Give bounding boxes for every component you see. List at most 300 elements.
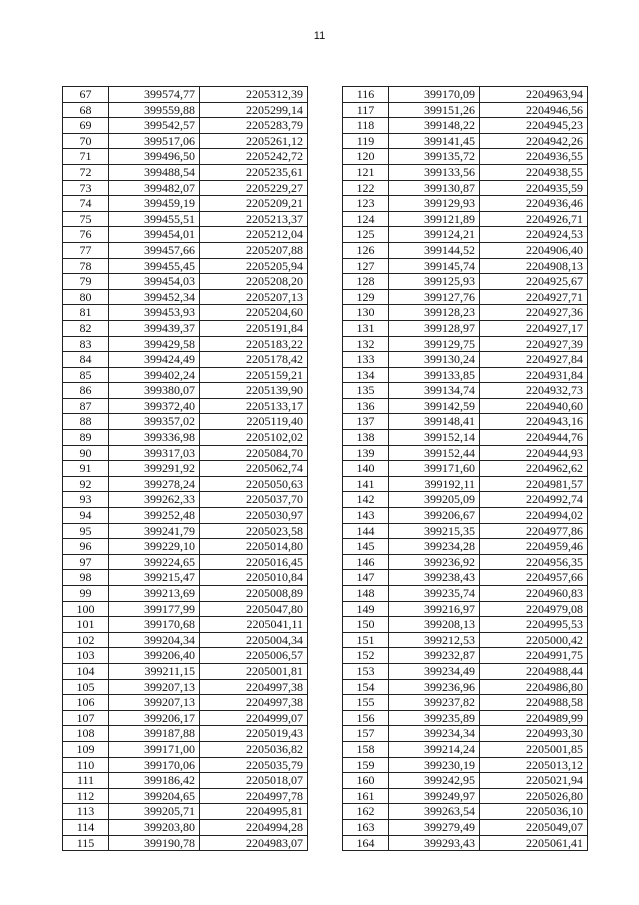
table-row (343, 523, 588, 539)
x-coordinate-cell: 399215,35 (389, 523, 480, 539)
y-coordinate-cell: 2204991,75 (480, 648, 588, 664)
x-coordinate-cell: 399206,40 (109, 648, 200, 664)
y-coordinate-cell: 2205036,10 (480, 804, 588, 820)
table-row (343, 258, 588, 274)
point-number-cell: 116 (343, 87, 389, 103)
point-number-cell: 124 (343, 211, 389, 227)
table-row (343, 164, 588, 180)
x-coordinate-cell: 399336,98 (109, 430, 200, 446)
x-coordinate-cell: 399232,87 (389, 648, 480, 664)
x-coordinate-cell: 399152,14 (389, 430, 480, 446)
point-number-cell: 117 (343, 102, 389, 118)
point-number-cell: 133 (343, 352, 389, 368)
coordinates-table-right (342, 86, 588, 851)
x-coordinate-cell: 399142,59 (389, 398, 480, 414)
x-coordinate-cell: 399206,17 (109, 710, 200, 726)
table-row (343, 539, 588, 555)
x-coordinate-cell: 399224,65 (109, 554, 200, 570)
x-coordinate-cell: 399133,56 (389, 164, 480, 180)
point-number-cell: 119 (343, 133, 389, 149)
table-row (343, 835, 588, 851)
y-coordinate-cell: 2204932,73 (480, 383, 588, 399)
table-row (343, 102, 588, 118)
table-row (343, 367, 588, 383)
table-row (63, 476, 308, 492)
y-coordinate-cell: 2205035,79 (200, 757, 308, 773)
point-number-cell: 73 (63, 180, 109, 196)
point-number-cell: 136 (343, 398, 389, 414)
y-coordinate-cell: 2204906,40 (480, 242, 588, 258)
table-row (63, 679, 308, 695)
y-coordinate-cell: 2205023,58 (200, 523, 308, 539)
page-number: 11 (313, 30, 326, 42)
point-number-cell: 120 (343, 149, 389, 165)
y-coordinate-cell: 2204927,17 (480, 320, 588, 336)
y-coordinate-cell: 2204927,84 (480, 352, 588, 368)
x-coordinate-cell: 399262,33 (109, 492, 200, 508)
point-number-cell: 113 (63, 804, 109, 820)
x-coordinate-cell: 399278,24 (109, 476, 200, 492)
point-number-cell: 161 (343, 788, 389, 804)
point-number-cell: 138 (343, 430, 389, 446)
point-number-cell: 70 (63, 133, 109, 149)
x-coordinate-cell: 399452,34 (109, 289, 200, 305)
y-coordinate-cell: 2204942,26 (480, 133, 588, 149)
point-number-cell: 151 (343, 632, 389, 648)
table-row (63, 242, 308, 258)
x-coordinate-cell: 399291,92 (109, 461, 200, 477)
y-coordinate-cell: 2205213,37 (200, 211, 308, 227)
point-number-cell: 71 (63, 149, 109, 165)
x-coordinate-cell: 399229,10 (109, 539, 200, 555)
x-coordinate-cell: 399517,06 (109, 133, 200, 149)
point-number-cell: 76 (63, 227, 109, 243)
x-coordinate-cell: 399145,74 (389, 258, 480, 274)
table-row (63, 367, 308, 383)
table-row (63, 180, 308, 196)
point-number-cell: 97 (63, 554, 109, 570)
x-coordinate-cell: 399238,43 (389, 570, 480, 586)
y-coordinate-cell: 2205049,07 (480, 819, 588, 835)
x-coordinate-cell: 399129,75 (389, 336, 480, 352)
table-row (63, 258, 308, 274)
table-row (63, 398, 308, 414)
x-coordinate-cell: 399263,54 (389, 804, 480, 820)
y-coordinate-cell: 2204963,94 (480, 87, 588, 103)
y-coordinate-cell: 2205084,70 (200, 445, 308, 461)
table-row (63, 336, 308, 352)
y-coordinate-cell: 2205204,60 (200, 305, 308, 321)
point-number-cell: 137 (343, 414, 389, 430)
y-coordinate-cell: 2205041,11 (200, 617, 308, 633)
y-coordinate-cell: 2204988,58 (480, 695, 588, 711)
table-row (343, 274, 588, 290)
table-row (343, 87, 588, 103)
y-coordinate-cell: 2205207,88 (200, 242, 308, 258)
y-coordinate-cell: 2205008,89 (200, 586, 308, 602)
y-coordinate-cell: 2205261,12 (200, 133, 308, 149)
table-row (63, 430, 308, 446)
y-coordinate-cell: 2205001,85 (480, 741, 588, 757)
table-row (343, 648, 588, 664)
y-coordinate-cell: 2205018,07 (200, 773, 308, 789)
x-coordinate-cell: 399148,41 (389, 414, 480, 430)
point-number-cell: 128 (343, 274, 389, 290)
table-row (63, 164, 308, 180)
point-number-cell: 93 (63, 492, 109, 508)
x-coordinate-cell: 399148,22 (389, 118, 480, 134)
table-row (63, 523, 308, 539)
table-row (343, 773, 588, 789)
table-row (63, 352, 308, 368)
table-row (63, 211, 308, 227)
table-row (63, 804, 308, 820)
point-number-cell: 102 (63, 632, 109, 648)
point-number-cell: 118 (343, 118, 389, 134)
table-row (63, 274, 308, 290)
x-coordinate-cell: 399190,78 (109, 835, 200, 851)
point-number-cell: 122 (343, 180, 389, 196)
point-number-cell: 86 (63, 383, 109, 399)
y-coordinate-cell: 2205242,72 (200, 149, 308, 165)
point-number-cell: 75 (63, 211, 109, 227)
x-coordinate-cell: 399249,97 (389, 788, 480, 804)
x-coordinate-cell: 399215,47 (109, 570, 200, 586)
table-row (343, 211, 588, 227)
y-coordinate-cell: 2204956,35 (480, 554, 588, 570)
table-row (343, 336, 588, 352)
point-number-cell: 99 (63, 586, 109, 602)
x-coordinate-cell: 399144,52 (389, 242, 480, 258)
point-number-cell: 85 (63, 367, 109, 383)
x-coordinate-cell: 399204,34 (109, 632, 200, 648)
table-row (63, 710, 308, 726)
x-coordinate-cell: 399205,09 (389, 492, 480, 508)
table-row (63, 320, 308, 336)
point-number-cell: 88 (63, 414, 109, 430)
x-coordinate-cell: 399205,71 (109, 804, 200, 820)
point-number-cell: 79 (63, 274, 109, 290)
table-row (343, 570, 588, 586)
x-coordinate-cell: 399212,53 (389, 632, 480, 648)
x-coordinate-cell: 399241,79 (109, 523, 200, 539)
y-coordinate-cell: 2204945,23 (480, 118, 588, 134)
table-row (343, 508, 588, 524)
table-row (63, 196, 308, 212)
y-coordinate-cell: 2204979,08 (480, 601, 588, 617)
y-coordinate-cell: 2205178,42 (200, 352, 308, 368)
x-coordinate-cell: 399279,49 (389, 819, 480, 835)
y-coordinate-cell: 2204908,13 (480, 258, 588, 274)
y-coordinate-cell: 2204983,07 (200, 835, 308, 851)
point-number-cell: 101 (63, 617, 109, 633)
x-coordinate-cell: 399542,57 (109, 118, 200, 134)
y-coordinate-cell: 2204994,28 (200, 819, 308, 835)
x-coordinate-cell: 399236,96 (389, 679, 480, 695)
x-coordinate-cell: 399170,06 (109, 757, 200, 773)
point-number-cell: 87 (63, 398, 109, 414)
table-row (343, 133, 588, 149)
table-row (343, 492, 588, 508)
x-coordinate-cell: 399135,72 (389, 149, 480, 165)
table-row (343, 663, 588, 679)
point-number-cell: 148 (343, 586, 389, 602)
y-coordinate-cell: 2204997,38 (200, 695, 308, 711)
point-number-cell: 81 (63, 305, 109, 321)
x-coordinate-cell: 399203,80 (109, 819, 200, 835)
y-coordinate-cell: 2204943,16 (480, 414, 588, 430)
table-row (343, 242, 588, 258)
table-row (343, 320, 588, 336)
point-number-cell: 92 (63, 476, 109, 492)
x-coordinate-cell: 399242,95 (389, 773, 480, 789)
point-number-cell: 68 (63, 102, 109, 118)
x-coordinate-cell: 399293,43 (389, 835, 480, 851)
y-coordinate-cell: 2204960,83 (480, 586, 588, 602)
y-coordinate-cell: 2205047,80 (200, 601, 308, 617)
point-number-cell: 89 (63, 430, 109, 446)
point-number-cell: 153 (343, 663, 389, 679)
table-row (343, 196, 588, 212)
x-coordinate-cell: 399170,09 (389, 87, 480, 103)
point-number-cell: 146 (343, 554, 389, 570)
point-number-cell: 158 (343, 741, 389, 757)
y-coordinate-cell: 2204997,78 (200, 788, 308, 804)
point-number-cell: 74 (63, 196, 109, 212)
y-coordinate-cell: 2204946,56 (480, 102, 588, 118)
y-coordinate-cell: 2204926,71 (480, 211, 588, 227)
table-row (343, 227, 588, 243)
x-coordinate-cell: 399207,13 (109, 695, 200, 711)
table-row (343, 430, 588, 446)
point-number-cell: 135 (343, 383, 389, 399)
x-coordinate-cell: 399128,97 (389, 320, 480, 336)
y-coordinate-cell: 2204995,81 (200, 804, 308, 820)
x-coordinate-cell: 399402,24 (109, 367, 200, 383)
y-coordinate-cell: 2205062,74 (200, 461, 308, 477)
y-coordinate-cell: 2204925,67 (480, 274, 588, 290)
y-coordinate-cell: 2205036,82 (200, 741, 308, 757)
y-coordinate-cell: 2205208,20 (200, 274, 308, 290)
table-row (343, 617, 588, 633)
table-row (63, 617, 308, 633)
y-coordinate-cell: 2204993,30 (480, 726, 588, 742)
x-coordinate-cell: 399130,87 (389, 180, 480, 196)
x-coordinate-cell: 399206,67 (389, 508, 480, 524)
point-number-cell: 106 (63, 695, 109, 711)
point-number-cell: 147 (343, 570, 389, 586)
point-number-cell: 150 (343, 617, 389, 633)
coordinates-table-body (343, 87, 588, 851)
table-row (343, 383, 588, 399)
x-coordinate-cell: 399459,19 (109, 196, 200, 212)
point-number-cell: 126 (343, 242, 389, 258)
x-coordinate-cell: 399439,37 (109, 320, 200, 336)
table-row (63, 414, 308, 430)
y-coordinate-cell: 2204999,07 (200, 710, 308, 726)
y-coordinate-cell: 2205209,21 (200, 196, 308, 212)
x-coordinate-cell: 399482,07 (109, 180, 200, 196)
y-coordinate-cell: 2205207,13 (200, 289, 308, 305)
point-number-cell: 144 (343, 523, 389, 539)
point-number-cell: 159 (343, 757, 389, 773)
point-number-cell: 84 (63, 352, 109, 368)
point-number-cell: 157 (343, 726, 389, 742)
table-row (63, 586, 308, 602)
point-number-cell: 111 (63, 773, 109, 789)
point-number-cell: 162 (343, 804, 389, 820)
table-row (63, 118, 308, 134)
x-coordinate-cell: 399234,34 (389, 726, 480, 742)
y-coordinate-cell: 2205037,70 (200, 492, 308, 508)
x-coordinate-cell: 399454,03 (109, 274, 200, 290)
x-coordinate-cell: 399317,03 (109, 445, 200, 461)
y-coordinate-cell: 2205139,90 (200, 383, 308, 399)
table-row (343, 461, 588, 477)
table-row (63, 102, 308, 118)
x-coordinate-cell: 399236,92 (389, 554, 480, 570)
table-row (343, 305, 588, 321)
point-number-cell: 108 (63, 726, 109, 742)
x-coordinate-cell: 399234,49 (389, 663, 480, 679)
y-coordinate-cell: 2204938,55 (480, 164, 588, 180)
x-coordinate-cell: 399204,65 (109, 788, 200, 804)
table-row (343, 554, 588, 570)
table-row (343, 398, 588, 414)
table-row (343, 476, 588, 492)
y-coordinate-cell: 2205205,94 (200, 258, 308, 274)
x-coordinate-cell: 399230,19 (389, 757, 480, 773)
y-coordinate-cell: 2204935,59 (480, 180, 588, 196)
x-coordinate-cell: 399134,74 (389, 383, 480, 399)
point-number-cell: 91 (63, 461, 109, 477)
y-coordinate-cell: 2205010,84 (200, 570, 308, 586)
table-row (63, 554, 308, 570)
x-coordinate-cell: 399128,23 (389, 305, 480, 321)
y-coordinate-cell: 2205004,34 (200, 632, 308, 648)
table-row (63, 663, 308, 679)
point-number-cell: 103 (63, 648, 109, 664)
x-coordinate-cell: 399129,93 (389, 196, 480, 212)
x-coordinate-cell: 399453,93 (109, 305, 200, 321)
y-coordinate-cell: 2204944,93 (480, 445, 588, 461)
x-coordinate-cell: 399152,44 (389, 445, 480, 461)
point-number-cell: 152 (343, 648, 389, 664)
x-coordinate-cell: 399171,00 (109, 741, 200, 757)
point-number-cell: 163 (343, 819, 389, 835)
y-coordinate-cell: 2205183,22 (200, 336, 308, 352)
x-coordinate-cell: 399372,40 (109, 398, 200, 414)
table-row (343, 788, 588, 804)
y-coordinate-cell: 2204959,46 (480, 539, 588, 555)
point-number-cell: 78 (63, 258, 109, 274)
table-row (343, 726, 588, 742)
point-number-cell: 123 (343, 196, 389, 212)
x-coordinate-cell: 399496,50 (109, 149, 200, 165)
x-coordinate-cell: 399455,51 (109, 211, 200, 227)
x-coordinate-cell: 399429,58 (109, 336, 200, 352)
y-coordinate-cell: 2204927,39 (480, 336, 588, 352)
point-number-cell: 125 (343, 227, 389, 243)
table-row (343, 289, 588, 305)
y-coordinate-cell: 2204940,60 (480, 398, 588, 414)
y-coordinate-cell: 2204927,36 (480, 305, 588, 321)
point-number-cell: 127 (343, 258, 389, 274)
y-coordinate-cell: 2204936,46 (480, 196, 588, 212)
point-number-cell: 143 (343, 508, 389, 524)
y-coordinate-cell: 2205299,14 (200, 102, 308, 118)
y-coordinate-cell: 2205000,42 (480, 632, 588, 648)
y-coordinate-cell: 2204997,38 (200, 679, 308, 695)
x-coordinate-cell: 399559,88 (109, 102, 200, 118)
x-coordinate-cell: 399186,42 (109, 773, 200, 789)
point-number-cell: 109 (63, 741, 109, 757)
x-coordinate-cell: 399234,28 (389, 539, 480, 555)
x-coordinate-cell: 399454,01 (109, 227, 200, 243)
table-row (343, 757, 588, 773)
x-coordinate-cell: 399177,99 (109, 601, 200, 617)
point-number-cell: 100 (63, 601, 109, 617)
table-row (63, 539, 308, 555)
coordinates-table-body (63, 87, 308, 851)
y-coordinate-cell: 2205159,21 (200, 367, 308, 383)
x-coordinate-cell: 399211,15 (109, 663, 200, 679)
table-row (343, 710, 588, 726)
table-row (343, 149, 588, 165)
x-coordinate-cell: 399187,88 (109, 726, 200, 742)
y-coordinate-cell: 2204981,57 (480, 476, 588, 492)
point-number-cell: 132 (343, 336, 389, 352)
table-row (63, 149, 308, 165)
point-number-cell: 129 (343, 289, 389, 305)
point-number-cell: 134 (343, 367, 389, 383)
x-coordinate-cell: 399213,69 (109, 586, 200, 602)
y-coordinate-cell: 2205235,61 (200, 164, 308, 180)
table-row (343, 180, 588, 196)
y-coordinate-cell: 2204927,71 (480, 289, 588, 305)
x-coordinate-cell: 399424,49 (109, 352, 200, 368)
point-number-cell: 96 (63, 539, 109, 555)
x-coordinate-cell: 399237,82 (389, 695, 480, 711)
point-number-cell: 80 (63, 289, 109, 305)
point-number-cell: 154 (343, 679, 389, 695)
x-coordinate-cell: 399141,45 (389, 133, 480, 149)
y-coordinate-cell: 2205016,45 (200, 554, 308, 570)
y-coordinate-cell: 2205021,94 (480, 773, 588, 789)
point-number-cell: 90 (63, 445, 109, 461)
x-coordinate-cell: 399127,76 (389, 289, 480, 305)
y-coordinate-cell: 2205312,39 (200, 87, 308, 103)
point-number-cell: 105 (63, 679, 109, 695)
x-coordinate-cell: 399216,97 (389, 601, 480, 617)
point-number-cell: 155 (343, 695, 389, 711)
x-coordinate-cell: 399133,85 (389, 367, 480, 383)
point-number-cell: 149 (343, 601, 389, 617)
point-number-cell: 164 (343, 835, 389, 851)
table-row (343, 352, 588, 368)
point-number-cell: 83 (63, 336, 109, 352)
table-row (343, 118, 588, 134)
y-coordinate-cell: 2204936,55 (480, 149, 588, 165)
point-number-cell: 95 (63, 523, 109, 539)
table-row (63, 757, 308, 773)
table-row (63, 461, 308, 477)
y-coordinate-cell: 2205212,04 (200, 227, 308, 243)
y-coordinate-cell: 2205014,80 (200, 539, 308, 555)
y-coordinate-cell: 2205229,27 (200, 180, 308, 196)
y-coordinate-cell: 2204989,99 (480, 710, 588, 726)
point-number-cell: 107 (63, 710, 109, 726)
